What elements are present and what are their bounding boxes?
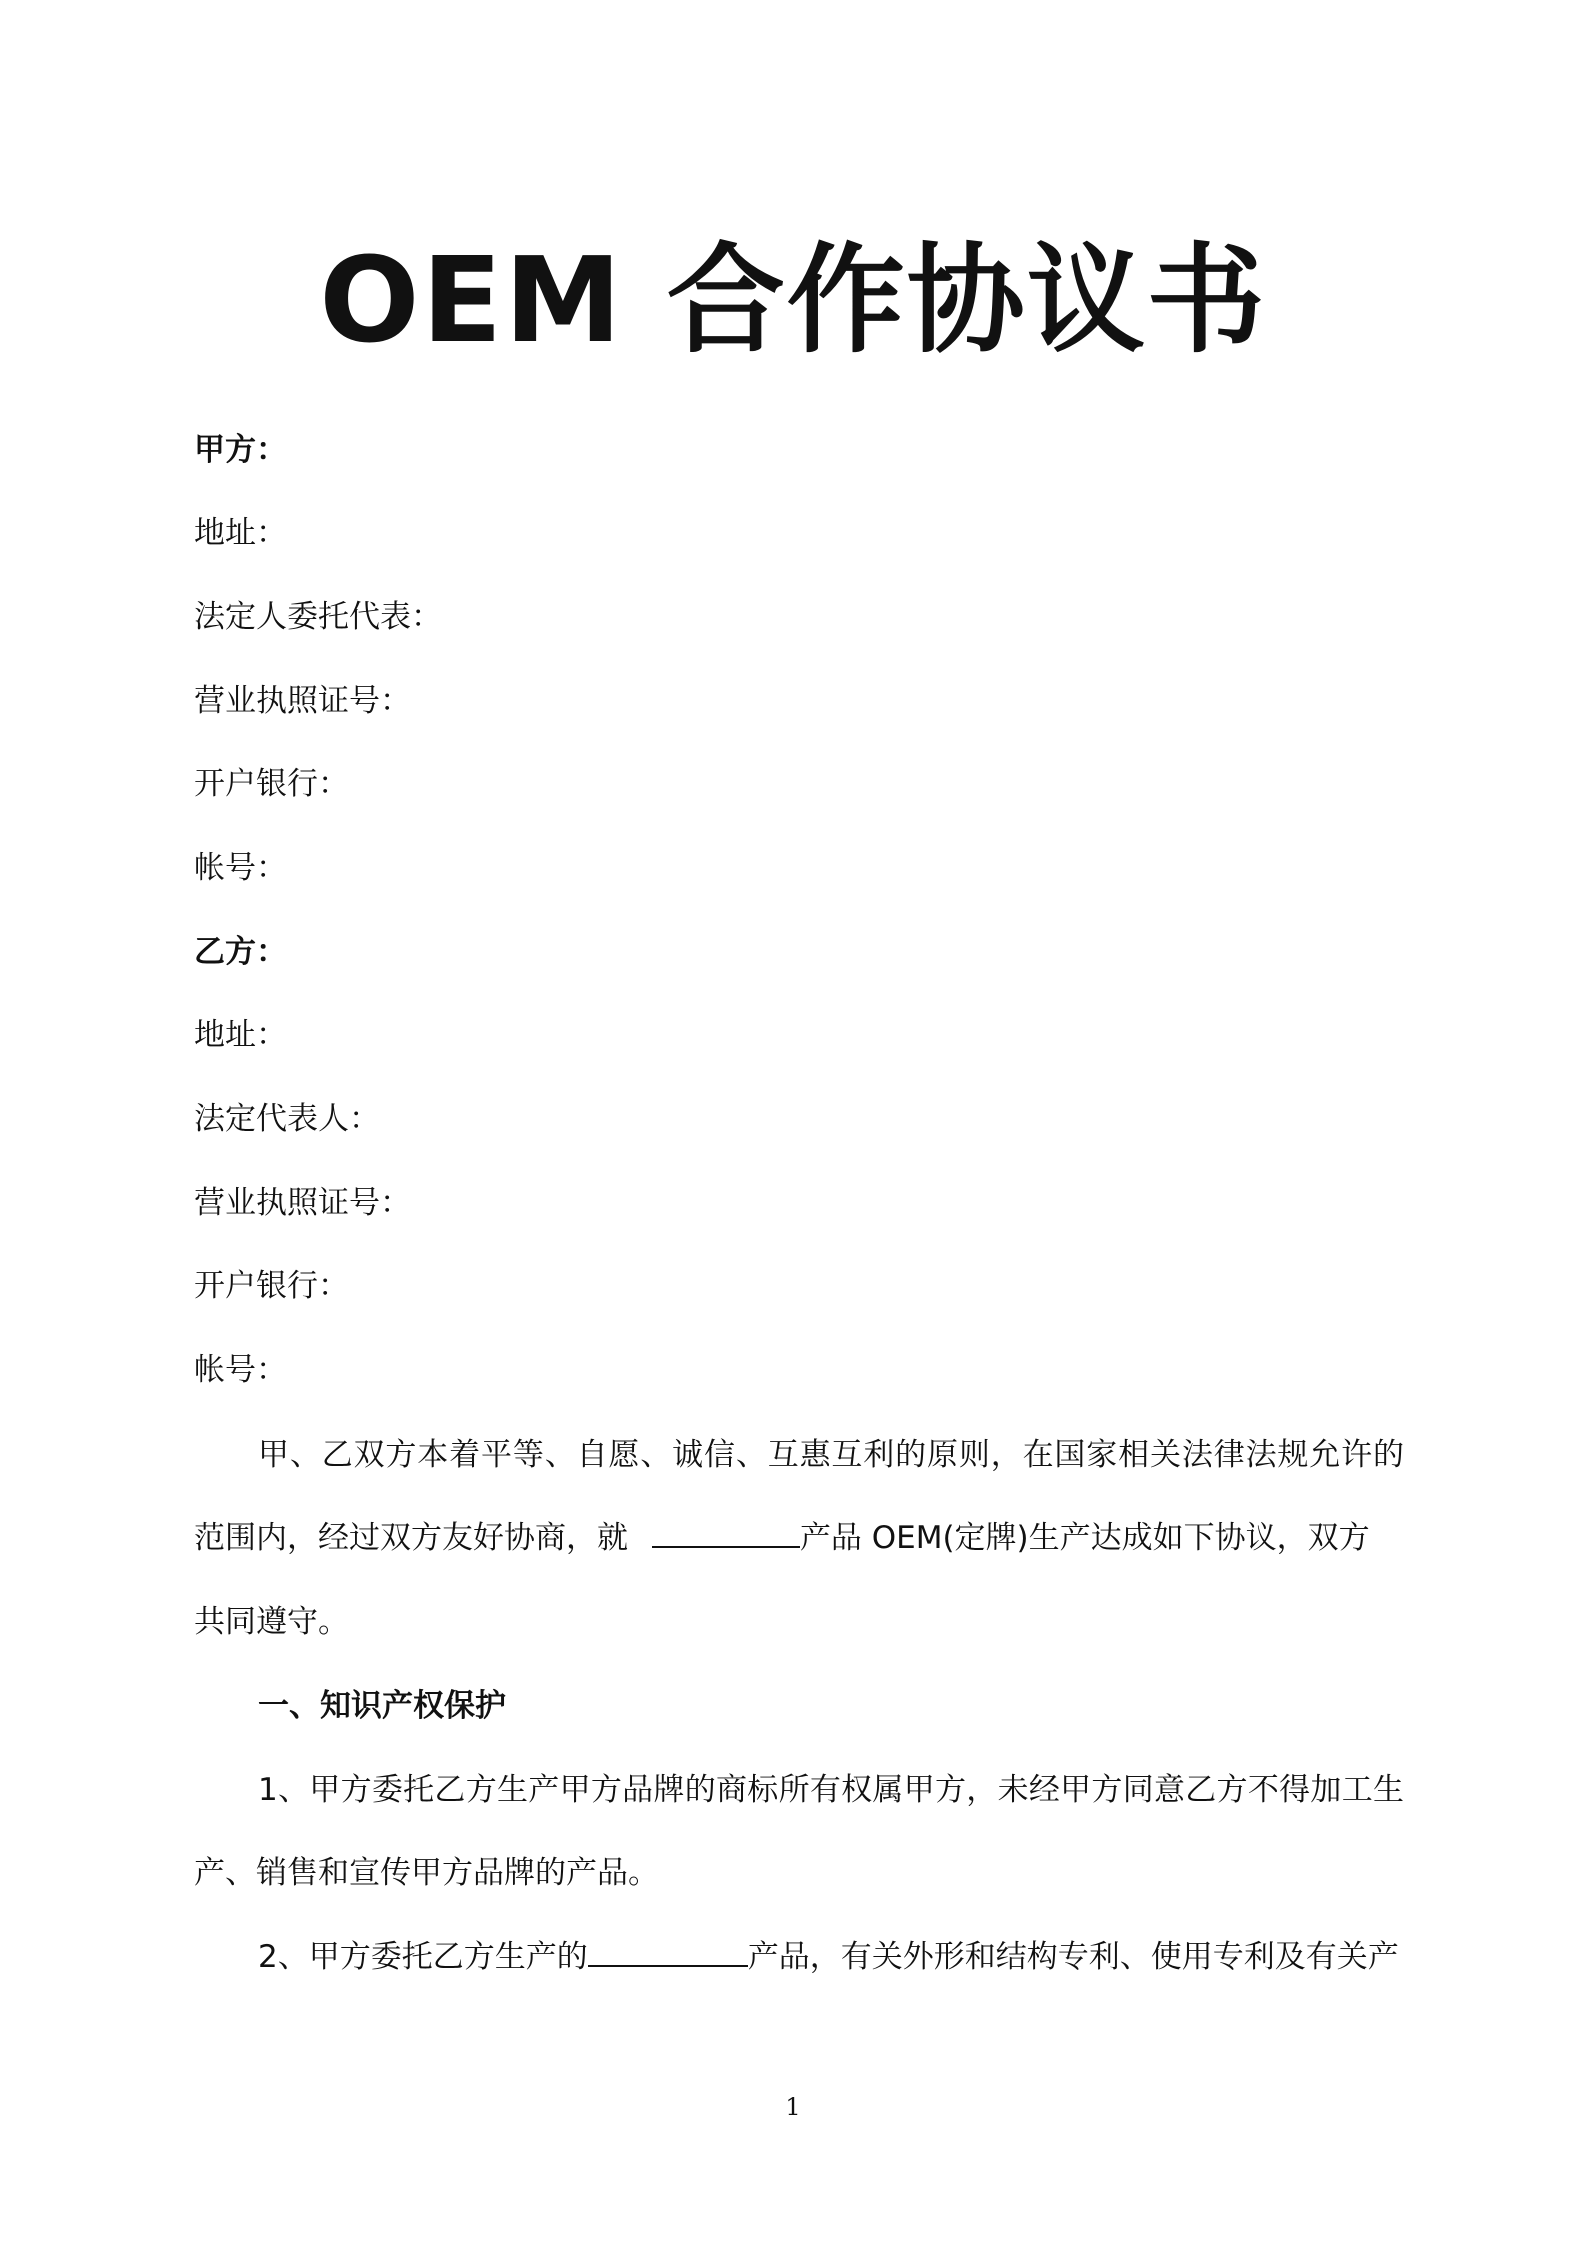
party-b-license: 营业执照证号： xyxy=(194,1185,411,1221)
party-a-license: 营业执照证号： xyxy=(194,683,411,719)
party-b-address: 地址： xyxy=(194,1017,287,1053)
party-a-heading: 甲方： xyxy=(194,432,287,468)
party-b-bank: 开户银行： xyxy=(194,1268,349,1304)
party-a-bank: 开户银行： xyxy=(194,766,349,802)
clause-1-line-2: 产、销售和宣传甲方品牌的产品。 xyxy=(194,1855,659,1891)
document-title: OEM 合作协议书 xyxy=(319,231,1267,369)
clause-2-product-blank xyxy=(588,1935,748,1967)
clause-1-line-1: 1、甲方委托乙方生产甲方品牌的商标所有权属甲方，未经甲方同意乙方不得加工生 xyxy=(258,1772,1404,1808)
clause-2-before: 2、甲方委托乙方生产的 xyxy=(258,1939,588,1975)
intro-line-2 xyxy=(194,1516,1404,1560)
intro-line-3: 共同遵守。 xyxy=(194,1604,349,1640)
party-a-account: 帐号： xyxy=(194,850,287,886)
party-b-account: 帐号： xyxy=(194,1352,287,1388)
intro-line-2-before: 范围内，经过双方友好协商，就 xyxy=(194,1520,628,1556)
page-number: 1 xyxy=(785,2093,801,2121)
clause-2-after: 产品，有关外形和结构专利、使用专利及有关产 xyxy=(747,1939,1399,1975)
party-b-heading: 乙方： xyxy=(194,934,287,970)
section-1-heading: 一、知识产权保护 xyxy=(258,1688,506,1724)
product-name-blank xyxy=(652,1516,800,1548)
intro-line-1: 甲、乙双方本着平等、自愿、诚信、互惠互利的原则，在国家相关法律法规允许的 xyxy=(258,1437,1404,1473)
party-a-representative: 法定人委托代表： xyxy=(194,599,442,635)
intro-line-2-after: 产品 OEM(定牌)生产达成如下协议，双方 xyxy=(799,1520,1370,1556)
party-b-representative: 法定代表人： xyxy=(194,1101,380,1137)
clause-2-line-1 xyxy=(258,1935,1404,1979)
party-a-address: 地址： xyxy=(194,515,287,551)
